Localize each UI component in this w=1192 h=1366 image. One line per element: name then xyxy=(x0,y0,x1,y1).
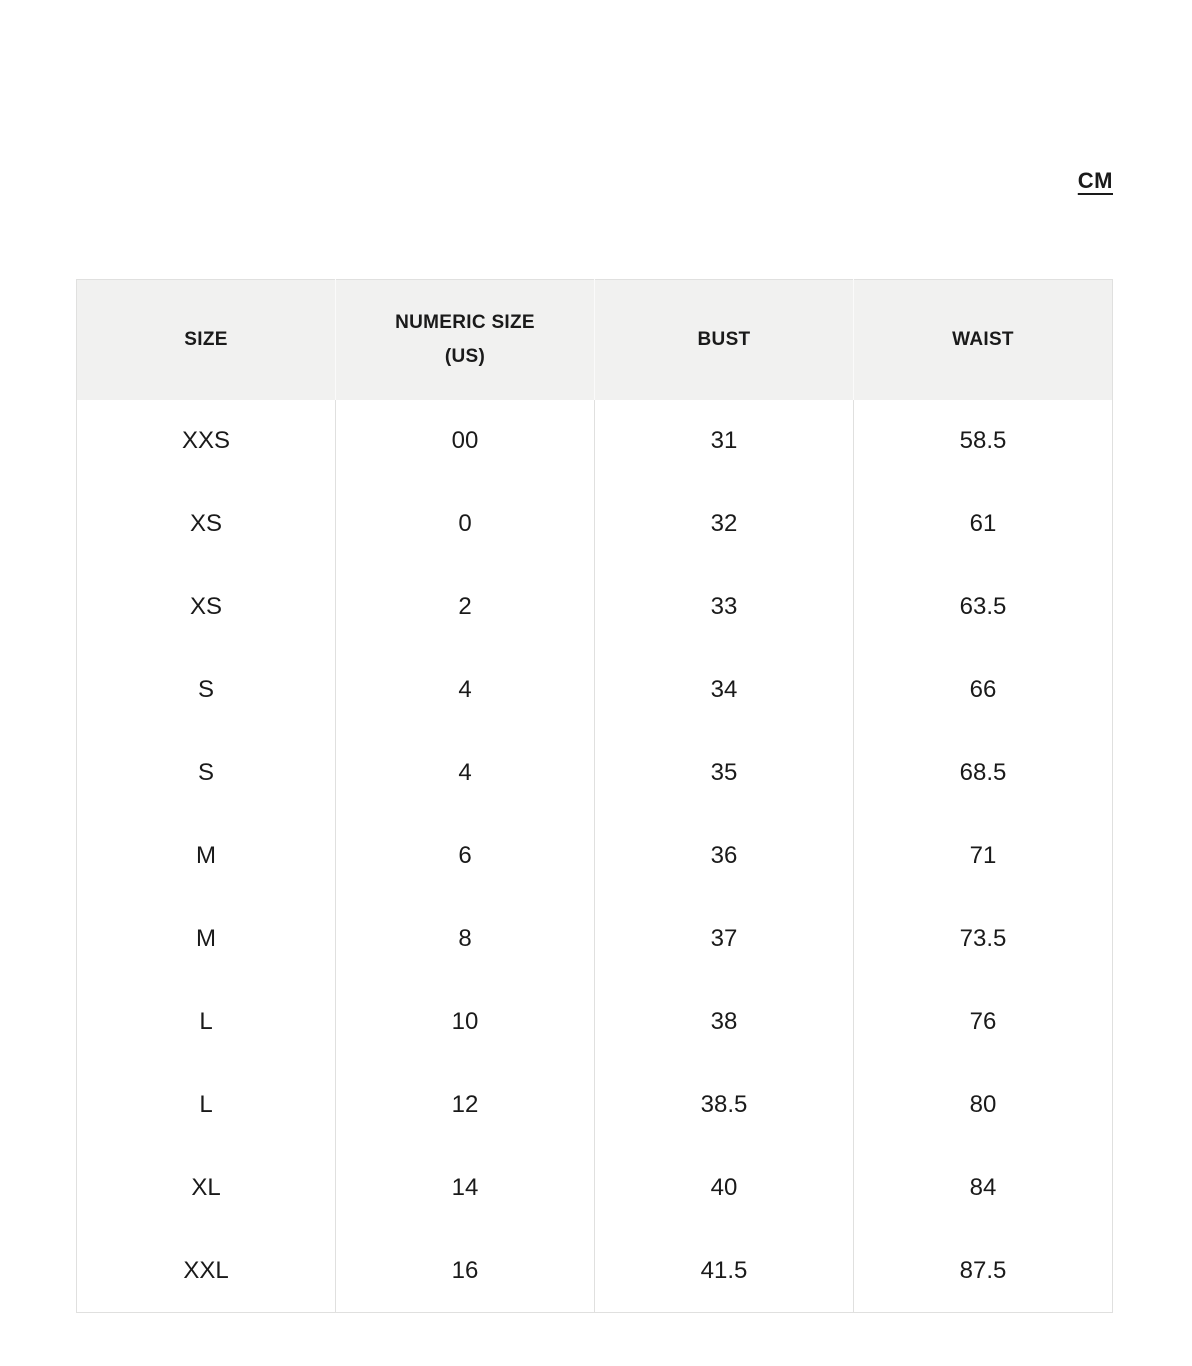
unit-toggle-row xyxy=(76,0,1113,194)
cell-numeric-size: 14 xyxy=(336,1147,595,1230)
cell-numeric-size: 2 xyxy=(336,566,595,649)
column-header-bust: BUST xyxy=(595,280,854,400)
cell-numeric-size: 4 xyxy=(336,732,595,815)
cell-numeric-size: 6 xyxy=(336,815,595,898)
size-guide-panel xyxy=(76,0,1113,1313)
size-chart-header xyxy=(77,280,1113,400)
cell-size: XS xyxy=(189,593,222,620)
cell-waist: 63.5 xyxy=(854,566,1113,649)
cell-waist: 71 xyxy=(854,815,1113,898)
unit-toggle-cm-link[interactable]: CM xyxy=(1077,168,1113,193)
header-row xyxy=(77,280,1113,400)
cell-size: XL xyxy=(191,1174,221,1201)
cell-numeric-size: 0 xyxy=(336,483,595,566)
table-row xyxy=(77,1064,1113,1147)
size-chart-body xyxy=(77,400,1113,1313)
cell-numeric-size: 16 xyxy=(336,1230,595,1313)
cell-waist: 68.5 xyxy=(854,732,1113,815)
cell-bust: 31 xyxy=(595,400,854,483)
cell-waist: 76 xyxy=(854,981,1113,1064)
column-header-numeric-size-us: NUMERIC SIZE (US) xyxy=(336,280,595,400)
cell-numeric-size: 4 xyxy=(336,649,595,732)
cell-size: L xyxy=(199,1091,213,1118)
column-header-waist: WAIST xyxy=(854,280,1113,400)
cell-bust: 40 xyxy=(595,1147,854,1230)
cell-numeric-size: 00 xyxy=(336,400,595,483)
cell-waist: 84 xyxy=(854,1147,1113,1230)
size-chart-table xyxy=(76,279,1113,1313)
cell-bust: 36 xyxy=(595,815,854,898)
cell-bust: 35 xyxy=(595,732,854,815)
cell-bust: 33 xyxy=(595,566,854,649)
table-row xyxy=(77,1230,1113,1313)
cell-size: XXL xyxy=(183,1256,229,1284)
column-header-size: SIZE xyxy=(77,280,336,400)
cell-bust: 37 xyxy=(595,898,854,981)
cell-bust: 32 xyxy=(595,483,854,566)
cell-size: M xyxy=(196,842,216,869)
table-row xyxy=(77,1147,1113,1230)
cell-size: XS xyxy=(189,510,222,537)
cell-numeric-size: 12 xyxy=(336,1064,595,1147)
cell-bust: 41.5 xyxy=(595,1230,854,1313)
cell-waist: 58.5 xyxy=(854,400,1113,483)
cell-bust: 38 xyxy=(595,981,854,1064)
cell-bust: 38.5 xyxy=(595,1064,854,1147)
table-row xyxy=(77,483,1113,566)
cell-waist: 73.5 xyxy=(854,898,1113,981)
table-row xyxy=(77,898,1113,981)
table-row xyxy=(77,400,1113,483)
cell-numeric-size: 8 xyxy=(336,898,595,981)
cell-size: S xyxy=(197,676,214,703)
cell-size: L xyxy=(199,1008,213,1035)
cell-size: S xyxy=(197,759,214,786)
table-row xyxy=(77,566,1113,649)
table-row xyxy=(77,732,1113,815)
table-row xyxy=(77,649,1113,732)
cell-numeric-size: 10 xyxy=(336,981,595,1064)
cell-waist: 61 xyxy=(854,483,1113,566)
cell-size: XXS xyxy=(181,427,231,454)
cell-waist: 87.5 xyxy=(854,1230,1113,1313)
cell-waist: 66 xyxy=(854,649,1113,732)
cell-waist: 80 xyxy=(854,1064,1113,1147)
cell-size: M xyxy=(196,925,216,952)
table-row xyxy=(77,981,1113,1064)
cell-bust: 34 xyxy=(595,649,854,732)
table-row xyxy=(77,815,1113,898)
